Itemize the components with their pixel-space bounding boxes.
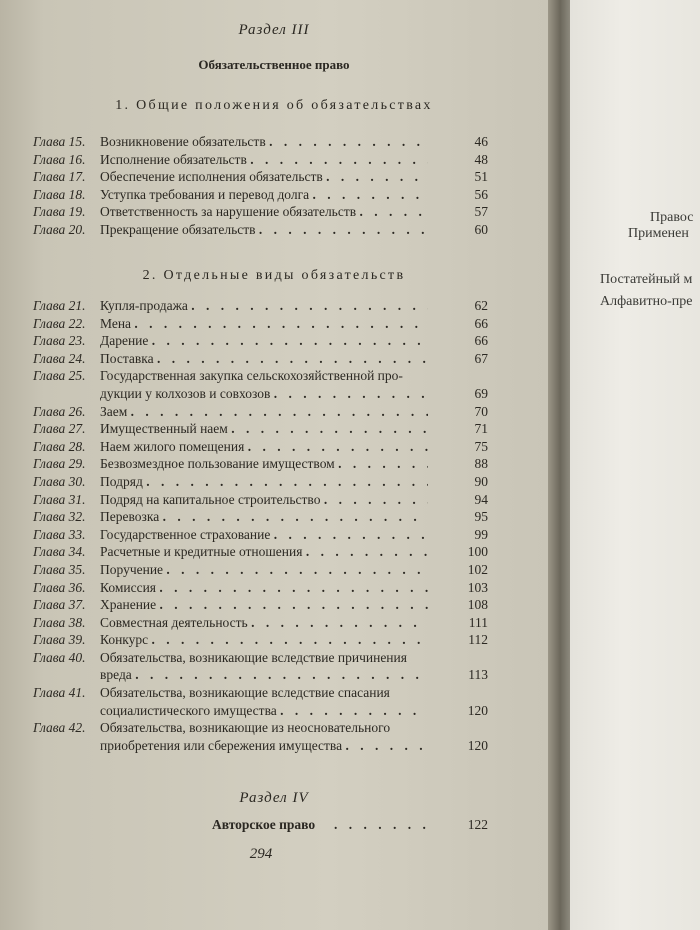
chapter-title: Подряд на капитальное строительство . . . (100, 491, 428, 509)
chapter-title: Имущественный наем . . . (100, 420, 428, 438)
chapter-label: Глава 28. (33, 438, 86, 454)
chapter-label: Глава 32. (33, 509, 86, 525)
chapter-label: Глава 16. (33, 151, 86, 167)
chapter-label: Глава 24. (33, 350, 86, 366)
entry-page: 122 (467, 817, 488, 832)
toc-entry (33, 631, 488, 649)
page-ref: 48 (474, 151, 488, 167)
toc-entry (33, 367, 488, 402)
chapter-label: Глава 39. (33, 632, 86, 648)
chapter-label: Глава 27. (33, 421, 86, 437)
page-ref: 103 (467, 579, 488, 595)
chapter-label: Глава 40. (33, 649, 86, 665)
page-ref: 69 (474, 385, 488, 401)
page-ref: 99 (474, 526, 488, 542)
toc-entry (33, 438, 488, 456)
chapter-title: Поручение . . . (100, 561, 428, 579)
chapter-label: Глава 33. (33, 526, 86, 542)
toc-list-specific (33, 297, 488, 754)
chapter-label: Глава 17. (33, 169, 86, 185)
toc-entry (33, 186, 488, 204)
chapter-title: Совместная деятельность . . . (100, 614, 428, 632)
chapter-title-line1: Обязательства, возникающие из неосновательного (100, 720, 391, 736)
toc-entry (33, 455, 488, 473)
sub1-title: 1. Общие положения об обязательствах (115, 98, 433, 113)
toc-entry (33, 420, 488, 438)
chapter-title: Прекращение обязательств . . . (100, 221, 428, 239)
chapter-label: Глава 29. (33, 456, 86, 472)
chapter-title: Государственное страхование . . . (100, 526, 428, 544)
chapter-title-line1: Обязательства, возникающие вследствие причинения (100, 649, 407, 665)
chapter-title: Исполнение обязательств . . . (100, 151, 428, 169)
chapter-label: Глава 31. (33, 491, 86, 507)
toc-entry (33, 561, 488, 579)
toc-entry (33, 596, 488, 614)
chapter-title: Купля-продажа . . . (100, 297, 428, 315)
page-ref: 88 (474, 456, 488, 472)
chapter-label: Глава 35. (33, 561, 86, 577)
chapter-title: Расчетные и кредитные отношения . . . (100, 543, 428, 561)
toc-entry (33, 508, 488, 526)
toc-entry (33, 315, 488, 333)
chapter-title: Наем жилого помещения . . . (100, 438, 428, 456)
chapter-title: Заем . . . (100, 403, 428, 421)
page-ref: 94 (474, 491, 488, 507)
page-ref: 46 (474, 134, 488, 149)
page-ref: 60 (474, 221, 488, 237)
part3-label: Раздел III (238, 22, 310, 38)
chapter-title-line1: Государственная закупка сельскохозяйственной про- (100, 368, 403, 384)
chapter-title: Обеспечение исполнения обязательств . . . (100, 168, 428, 186)
chapter-title: Подряд . . . (100, 473, 428, 491)
chapter-title-line2: приобретения или сбережения имущества . . . (100, 737, 428, 755)
page-ref: 51 (474, 169, 488, 185)
chapter-label: Глава 36. (33, 579, 86, 595)
toc-entry (33, 684, 488, 719)
page-ref: 95 (474, 509, 488, 525)
toc-entry (33, 614, 488, 632)
chapter-title-line2: социалистического имущества . . . (100, 702, 428, 720)
right-line-3: Постатейный м (600, 272, 693, 287)
page-ref: 90 (474, 473, 488, 489)
toc-entry (33, 332, 488, 350)
sub2-title: 2. Отдельные виды обязательств (142, 268, 406, 283)
toc-entry (33, 168, 488, 186)
toc-entry (33, 203, 488, 221)
toc-entry (33, 473, 488, 491)
toc-entry (33, 133, 488, 151)
page-ref: 100 (467, 544, 488, 560)
page-ref: 56 (474, 186, 488, 202)
leader-dots: . . . . . . . (334, 817, 430, 832)
page-ref: 75 (474, 438, 488, 454)
chapter-label: Глава 15. (33, 134, 86, 149)
toc-entry (33, 151, 488, 169)
toc-entry (33, 543, 488, 561)
toc-entry (33, 649, 488, 684)
chapter-label: Глава 23. (33, 333, 86, 349)
chapter-label: Глава 42. (33, 720, 86, 736)
chapter-label: Глава 20. (33, 221, 86, 237)
entry-title: Авторское право (212, 817, 316, 832)
page-ref: 70 (474, 403, 488, 419)
chapter-label: Глава 30. (33, 473, 86, 489)
chapter-title: Безвозмездное пользование имуществом . . . (100, 455, 428, 473)
chapter-title (100, 684, 428, 719)
toc-entry-copyright (212, 817, 488, 835)
page-ref: 112 (468, 632, 488, 648)
page-ref: 71 (474, 421, 488, 437)
chapter-title (100, 367, 428, 402)
chapter-label: Глава 38. (33, 614, 86, 630)
page-ref: 66 (474, 315, 488, 331)
chapter-title (100, 719, 428, 754)
page-ref: 57 (474, 204, 488, 220)
chapter-title: Хранение . . . (100, 596, 428, 614)
page-ref: 62 (474, 298, 488, 313)
chapter-label: Глава 26. (33, 403, 86, 419)
toc-list-general (33, 133, 488, 239)
chapter-title: Комиссия . . . (100, 579, 428, 597)
page-ref: 120 (467, 737, 488, 753)
book-gutter (548, 0, 570, 930)
chapter-title: Возникновение обязательств . . . (100, 133, 428, 151)
chapter-title-line2: дукции у колхозов и совхозов . . . (100, 385, 428, 403)
chapter-title-line1: Обязательства, возникающие вследствие спасания (100, 685, 390, 701)
chapter-label: Глава 19. (33, 204, 86, 220)
chapter-label: Глава 21. (33, 298, 86, 313)
chapter-title (100, 649, 428, 684)
chapter-title: Уступка требования и перевод долга . . . (100, 186, 428, 204)
toc-entry (33, 526, 488, 544)
right-line-4: Алфавитно-пре (600, 294, 693, 309)
page-ref: 120 (467, 702, 488, 718)
chapter-title: Мена . . . (100, 315, 428, 333)
toc-entry (33, 403, 488, 421)
chapter-title-line2: вреда . . . (100, 666, 428, 684)
chapter-title: Конкурс . . . (100, 631, 428, 649)
part4-label: Раздел IV (239, 790, 309, 806)
chapter-label: Глава 34. (33, 544, 86, 560)
page-ref: 111 (468, 614, 488, 630)
page-ref: 102 (467, 561, 488, 577)
chapter-title: Дарение . . . (100, 332, 428, 350)
chapter-title: Ответственность за нарушение обязательств . . . (100, 203, 428, 221)
toc-entry (33, 579, 488, 597)
right-line-2: Применен (628, 226, 689, 241)
right-line-1: Правос (650, 210, 694, 225)
page-ref: 66 (474, 333, 488, 349)
chapter-label: Глава 18. (33, 186, 86, 202)
chapter-label: Глава 25. (33, 368, 86, 384)
chapter-title: Поставка . . . (100, 350, 428, 368)
page-ref: 67 (474, 350, 488, 366)
page-ref: 108 (467, 597, 488, 613)
page-ref: 113 (468, 667, 488, 683)
chapter-label: Глава 41. (33, 685, 86, 701)
chapter-title: Перевозка . . . (100, 508, 428, 526)
page-number: 294 (249, 846, 273, 862)
chapter-label: Глава 37. (33, 597, 86, 613)
chapter-label: Глава 22. (33, 315, 86, 331)
toc-entry (33, 297, 488, 315)
toc-entry (33, 350, 488, 368)
toc-entry (33, 221, 488, 239)
right-page (570, 0, 700, 930)
toc-entry (33, 491, 488, 509)
toc-entry (33, 719, 488, 754)
part3-title: Обязательственное право (198, 57, 350, 72)
